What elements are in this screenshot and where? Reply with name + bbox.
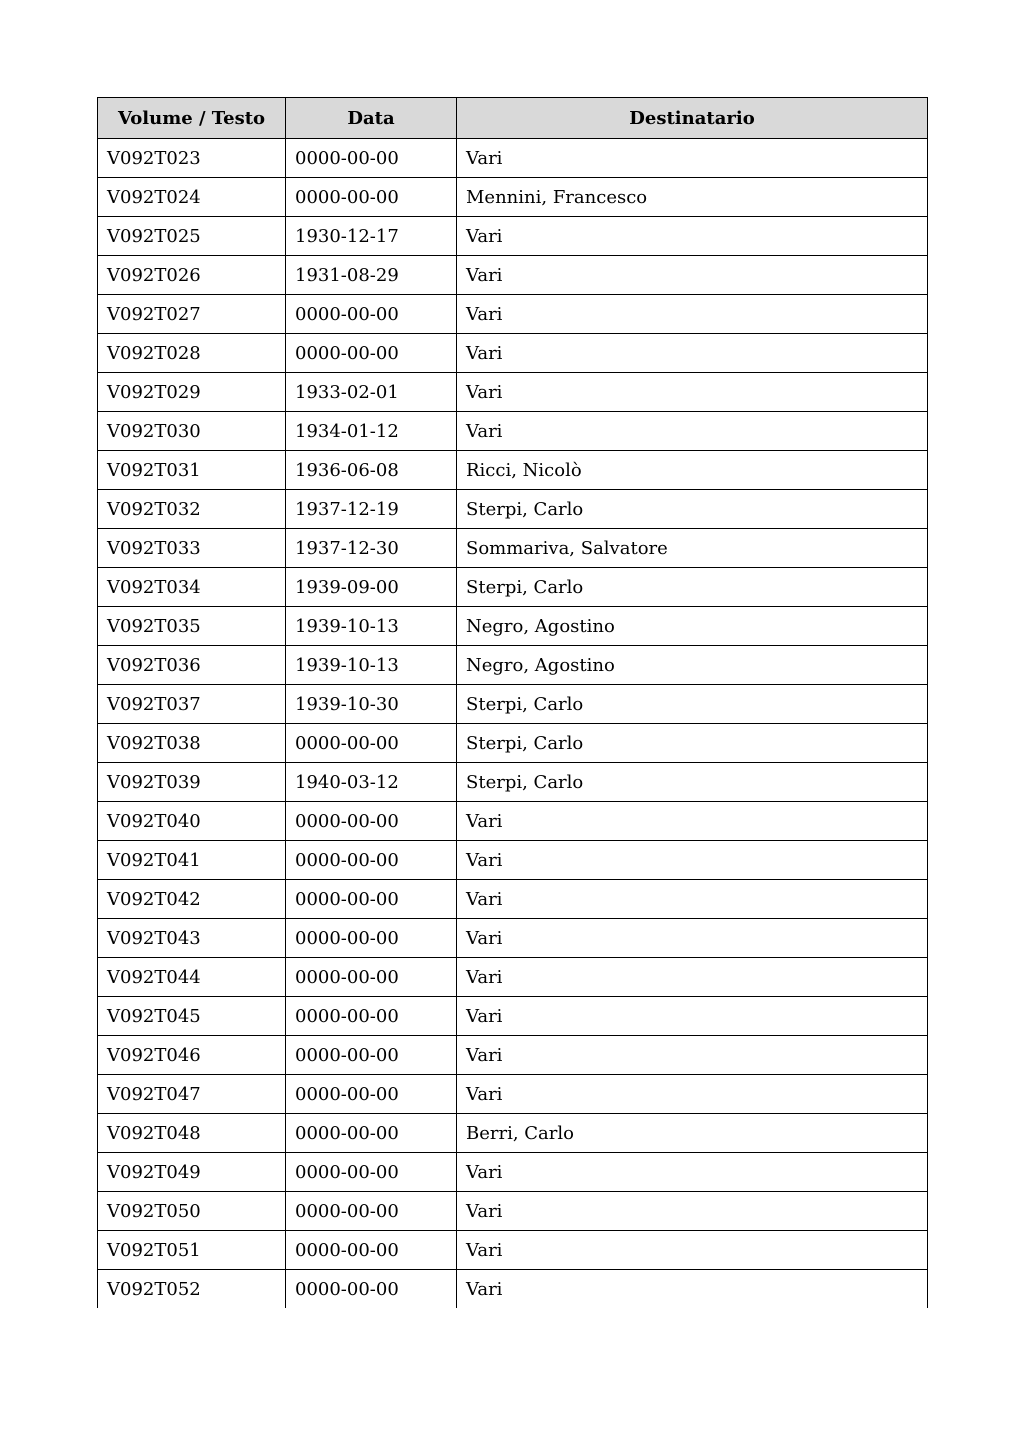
- table-row: [98, 763, 928, 802]
- cell-volume-testo: V092T029: [98, 373, 286, 412]
- table-row: [98, 451, 928, 490]
- cell-volume-testo: V092T027: [98, 295, 286, 334]
- table-row: [98, 334, 928, 373]
- cell-data: 0000-00-00: [286, 841, 457, 880]
- cell-data: 1931-08-29: [286, 256, 457, 295]
- table-row: [98, 1114, 928, 1153]
- cell-destinatario: Vari: [457, 1270, 928, 1309]
- cell-data: 0000-00-00: [286, 1036, 457, 1075]
- table-row: [98, 802, 928, 841]
- cell-data: 0000-00-00: [286, 139, 457, 178]
- table-row: [98, 607, 928, 646]
- cell-destinatario: Ricci, Nicolò: [457, 451, 928, 490]
- cell-volume-testo: V092T045: [98, 997, 286, 1036]
- cell-destinatario: Vari: [457, 256, 928, 295]
- cell-destinatario: Mennini, Francesco: [457, 178, 928, 217]
- table-row: [98, 139, 928, 178]
- cell-data: 1937-12-19: [286, 490, 457, 529]
- cell-volume-testo: V092T025: [98, 217, 286, 256]
- cell-destinatario: Vari: [457, 1075, 928, 1114]
- cell-destinatario: Vari: [457, 295, 928, 334]
- cell-volume-testo: V092T028: [98, 334, 286, 373]
- cell-destinatario: Vari: [457, 412, 928, 451]
- cell-volume-testo: V092T035: [98, 607, 286, 646]
- cell-destinatario: Sterpi, Carlo: [457, 568, 928, 607]
- column-header-destinatario: Destinatario: [457, 98, 928, 139]
- cell-data: 1933-02-01: [286, 373, 457, 412]
- cell-volume-testo: V092T037: [98, 685, 286, 724]
- table-row: [98, 1231, 928, 1270]
- cell-destinatario: Sterpi, Carlo: [457, 490, 928, 529]
- cell-data: 1939-10-13: [286, 646, 457, 685]
- cell-destinatario: Negro, Agostino: [457, 646, 928, 685]
- cell-destinatario: Vari: [457, 1192, 928, 1231]
- table-row: [98, 256, 928, 295]
- table-row: [98, 178, 928, 217]
- cell-data: 1939-09-00: [286, 568, 457, 607]
- cell-volume-testo: V092T047: [98, 1075, 286, 1114]
- cell-destinatario: Vari: [457, 1036, 928, 1075]
- cell-volume-testo: V092T052: [98, 1270, 286, 1309]
- cell-volume-testo: V092T050: [98, 1192, 286, 1231]
- header-row: [98, 98, 928, 139]
- cell-destinatario: Vari: [457, 334, 928, 373]
- cell-data: 1930-12-17: [286, 217, 457, 256]
- cell-volume-testo: V092T034: [98, 568, 286, 607]
- cell-volume-testo: V092T041: [98, 841, 286, 880]
- cell-data: 0000-00-00: [286, 1270, 457, 1309]
- cell-volume-testo: V092T024: [98, 178, 286, 217]
- cell-destinatario: Vari: [457, 1231, 928, 1270]
- table-body: [98, 139, 928, 1309]
- cell-volume-testo: V092T040: [98, 802, 286, 841]
- letters-table: [97, 97, 928, 1308]
- cell-data: 0000-00-00: [286, 1075, 457, 1114]
- cell-data: 0000-00-00: [286, 334, 457, 373]
- cell-data: 0000-00-00: [286, 997, 457, 1036]
- cell-volume-testo: V092T044: [98, 958, 286, 997]
- cell-destinatario: Vari: [457, 997, 928, 1036]
- cell-data: 0000-00-00: [286, 1231, 457, 1270]
- cell-destinatario: Vari: [457, 919, 928, 958]
- column-header-data: Data: [286, 98, 457, 139]
- table-row: [98, 1075, 928, 1114]
- table-row: [98, 685, 928, 724]
- cell-data: 0000-00-00: [286, 178, 457, 217]
- cell-data: 0000-00-00: [286, 1114, 457, 1153]
- cell-volume-testo: V092T033: [98, 529, 286, 568]
- cell-volume-testo: V092T051: [98, 1231, 286, 1270]
- cell-destinatario: Berri, Carlo: [457, 1114, 928, 1153]
- table-header: [98, 98, 928, 139]
- cell-data: 0000-00-00: [286, 1153, 457, 1192]
- cell-data: 1937-12-30: [286, 529, 457, 568]
- cell-destinatario: Sommariva, Salvatore: [457, 529, 928, 568]
- cell-data: 1934-01-12: [286, 412, 457, 451]
- cell-data: 0000-00-00: [286, 919, 457, 958]
- table-row: [98, 568, 928, 607]
- table-row: [98, 880, 928, 919]
- cell-data: 0000-00-00: [286, 1192, 457, 1231]
- cell-volume-testo: V092T038: [98, 724, 286, 763]
- cell-volume-testo: V092T049: [98, 1153, 286, 1192]
- cell-data: 0000-00-00: [286, 802, 457, 841]
- cell-volume-testo: V092T048: [98, 1114, 286, 1153]
- cell-volume-testo: V092T042: [98, 880, 286, 919]
- cell-data: 1939-10-13: [286, 607, 457, 646]
- cell-volume-testo: V092T031: [98, 451, 286, 490]
- cell-data: 0000-00-00: [286, 880, 457, 919]
- table-row: [98, 490, 928, 529]
- table-row: [98, 958, 928, 997]
- table-row: [98, 412, 928, 451]
- cell-destinatario: Vari: [457, 880, 928, 919]
- cell-destinatario: Negro, Agostino: [457, 607, 928, 646]
- table-row: [98, 919, 928, 958]
- document-page: [97, 97, 927, 1308]
- cell-data: 0000-00-00: [286, 958, 457, 997]
- table-row: [98, 1270, 928, 1309]
- cell-destinatario: Vari: [457, 217, 928, 256]
- cell-data: 1940-03-12: [286, 763, 457, 802]
- cell-destinatario: Sterpi, Carlo: [457, 685, 928, 724]
- cell-volume-testo: V092T036: [98, 646, 286, 685]
- cell-data: 1939-10-30: [286, 685, 457, 724]
- cell-data: 0000-00-00: [286, 724, 457, 763]
- cell-volume-testo: V092T046: [98, 1036, 286, 1075]
- cell-destinatario: Vari: [457, 841, 928, 880]
- cell-data: 0000-00-00: [286, 295, 457, 334]
- table-row: [98, 295, 928, 334]
- cell-destinatario: Vari: [457, 373, 928, 412]
- cell-volume-testo: V092T026: [98, 256, 286, 295]
- table-row: [98, 373, 928, 412]
- cell-volume-testo: V092T039: [98, 763, 286, 802]
- table-row: [98, 724, 928, 763]
- cell-volume-testo: V092T023: [98, 139, 286, 178]
- cell-volume-testo: V092T030: [98, 412, 286, 451]
- table-row: [98, 841, 928, 880]
- table-row: [98, 1153, 928, 1192]
- cell-destinatario: Sterpi, Carlo: [457, 724, 928, 763]
- cell-destinatario: Vari: [457, 802, 928, 841]
- column-header-volume-testo: Volume / Testo: [98, 98, 286, 139]
- table-row: [98, 529, 928, 568]
- cell-volume-testo: V092T043: [98, 919, 286, 958]
- cell-destinatario: Vari: [457, 1153, 928, 1192]
- cell-destinatario: Vari: [457, 139, 928, 178]
- table-row: [98, 646, 928, 685]
- table-row: [98, 1192, 928, 1231]
- cell-destinatario: Vari: [457, 958, 928, 997]
- table-row: [98, 997, 928, 1036]
- cell-destinatario: Sterpi, Carlo: [457, 763, 928, 802]
- cell-volume-testo: V092T032: [98, 490, 286, 529]
- table-row: [98, 217, 928, 256]
- cell-data: 1936-06-08: [286, 451, 457, 490]
- table-row: [98, 1036, 928, 1075]
